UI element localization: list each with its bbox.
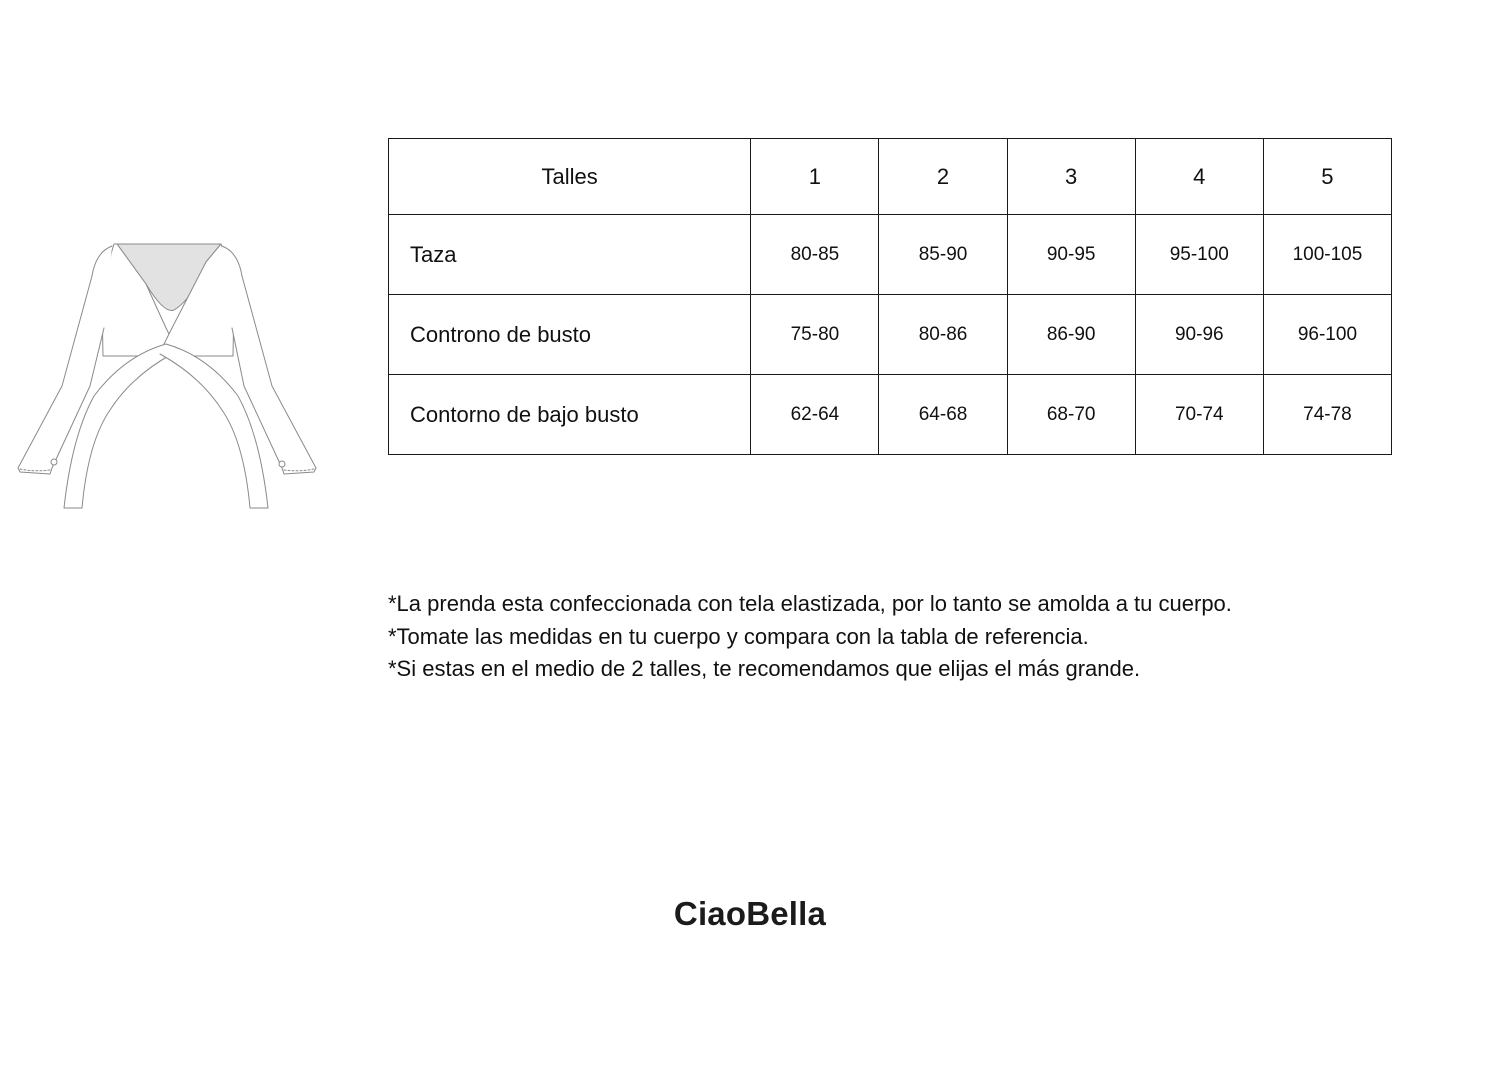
header-size-4: 4 bbox=[1135, 139, 1263, 215]
table-cell: 62-64 bbox=[751, 375, 879, 455]
table-cell: 68-70 bbox=[1007, 375, 1135, 455]
table-cell: 85-90 bbox=[879, 215, 1007, 295]
row-label-taza: Taza bbox=[389, 215, 751, 295]
table-cell: 70-74 bbox=[1135, 375, 1263, 455]
header-talles: Talles bbox=[389, 139, 751, 215]
table-header-row bbox=[389, 139, 1392, 215]
row-label-bajo-busto: Contorno de bajo busto bbox=[389, 375, 751, 455]
row-label-contorno-busto: Controno de busto bbox=[389, 295, 751, 375]
header-size-2: 2 bbox=[879, 139, 1007, 215]
note-line: *Tomate las medidas en tu cuerpo y compara con la tabla de referencia. bbox=[388, 623, 1089, 649]
table-cell: 96-100 bbox=[1263, 295, 1391, 375]
table-cell: 95-100 bbox=[1135, 215, 1263, 295]
table-cell: 64-68 bbox=[879, 375, 1007, 455]
note-line: *Si estas en el medio de 2 talles, te recomendamos que elijas el más grande. bbox=[388, 656, 1141, 681]
crossover-bolero-illustration-icon bbox=[14, 236, 320, 514]
table-row bbox=[389, 215, 1392, 295]
table-cell: 80-86 bbox=[879, 295, 1007, 375]
table-cell: 86-90 bbox=[1007, 295, 1135, 375]
header-size-3: 3 bbox=[1007, 139, 1135, 215]
table-cell: 100-105 bbox=[1263, 215, 1391, 295]
note-line: *La prenda esta confeccionada con tela elastizada, por lo tanto se amolda a tu cuerpo. bbox=[388, 591, 1232, 616]
table-row bbox=[389, 295, 1392, 375]
table-cell: 74-78 bbox=[1263, 375, 1391, 455]
garment-illustration bbox=[14, 236, 320, 514]
header-size-1: 1 bbox=[751, 139, 879, 215]
table-cell: 75-80 bbox=[751, 295, 879, 375]
table-row bbox=[389, 375, 1392, 455]
care-notes bbox=[388, 588, 1438, 686]
table-cell: 80-85 bbox=[751, 215, 879, 295]
table-cell: 90-95 bbox=[1007, 215, 1135, 295]
header-size-5: 5 bbox=[1263, 139, 1391, 215]
brand-logo: CiaoBella bbox=[673, 895, 827, 932]
size-chart-table bbox=[388, 138, 1392, 455]
table-cell: 90-96 bbox=[1135, 295, 1263, 375]
